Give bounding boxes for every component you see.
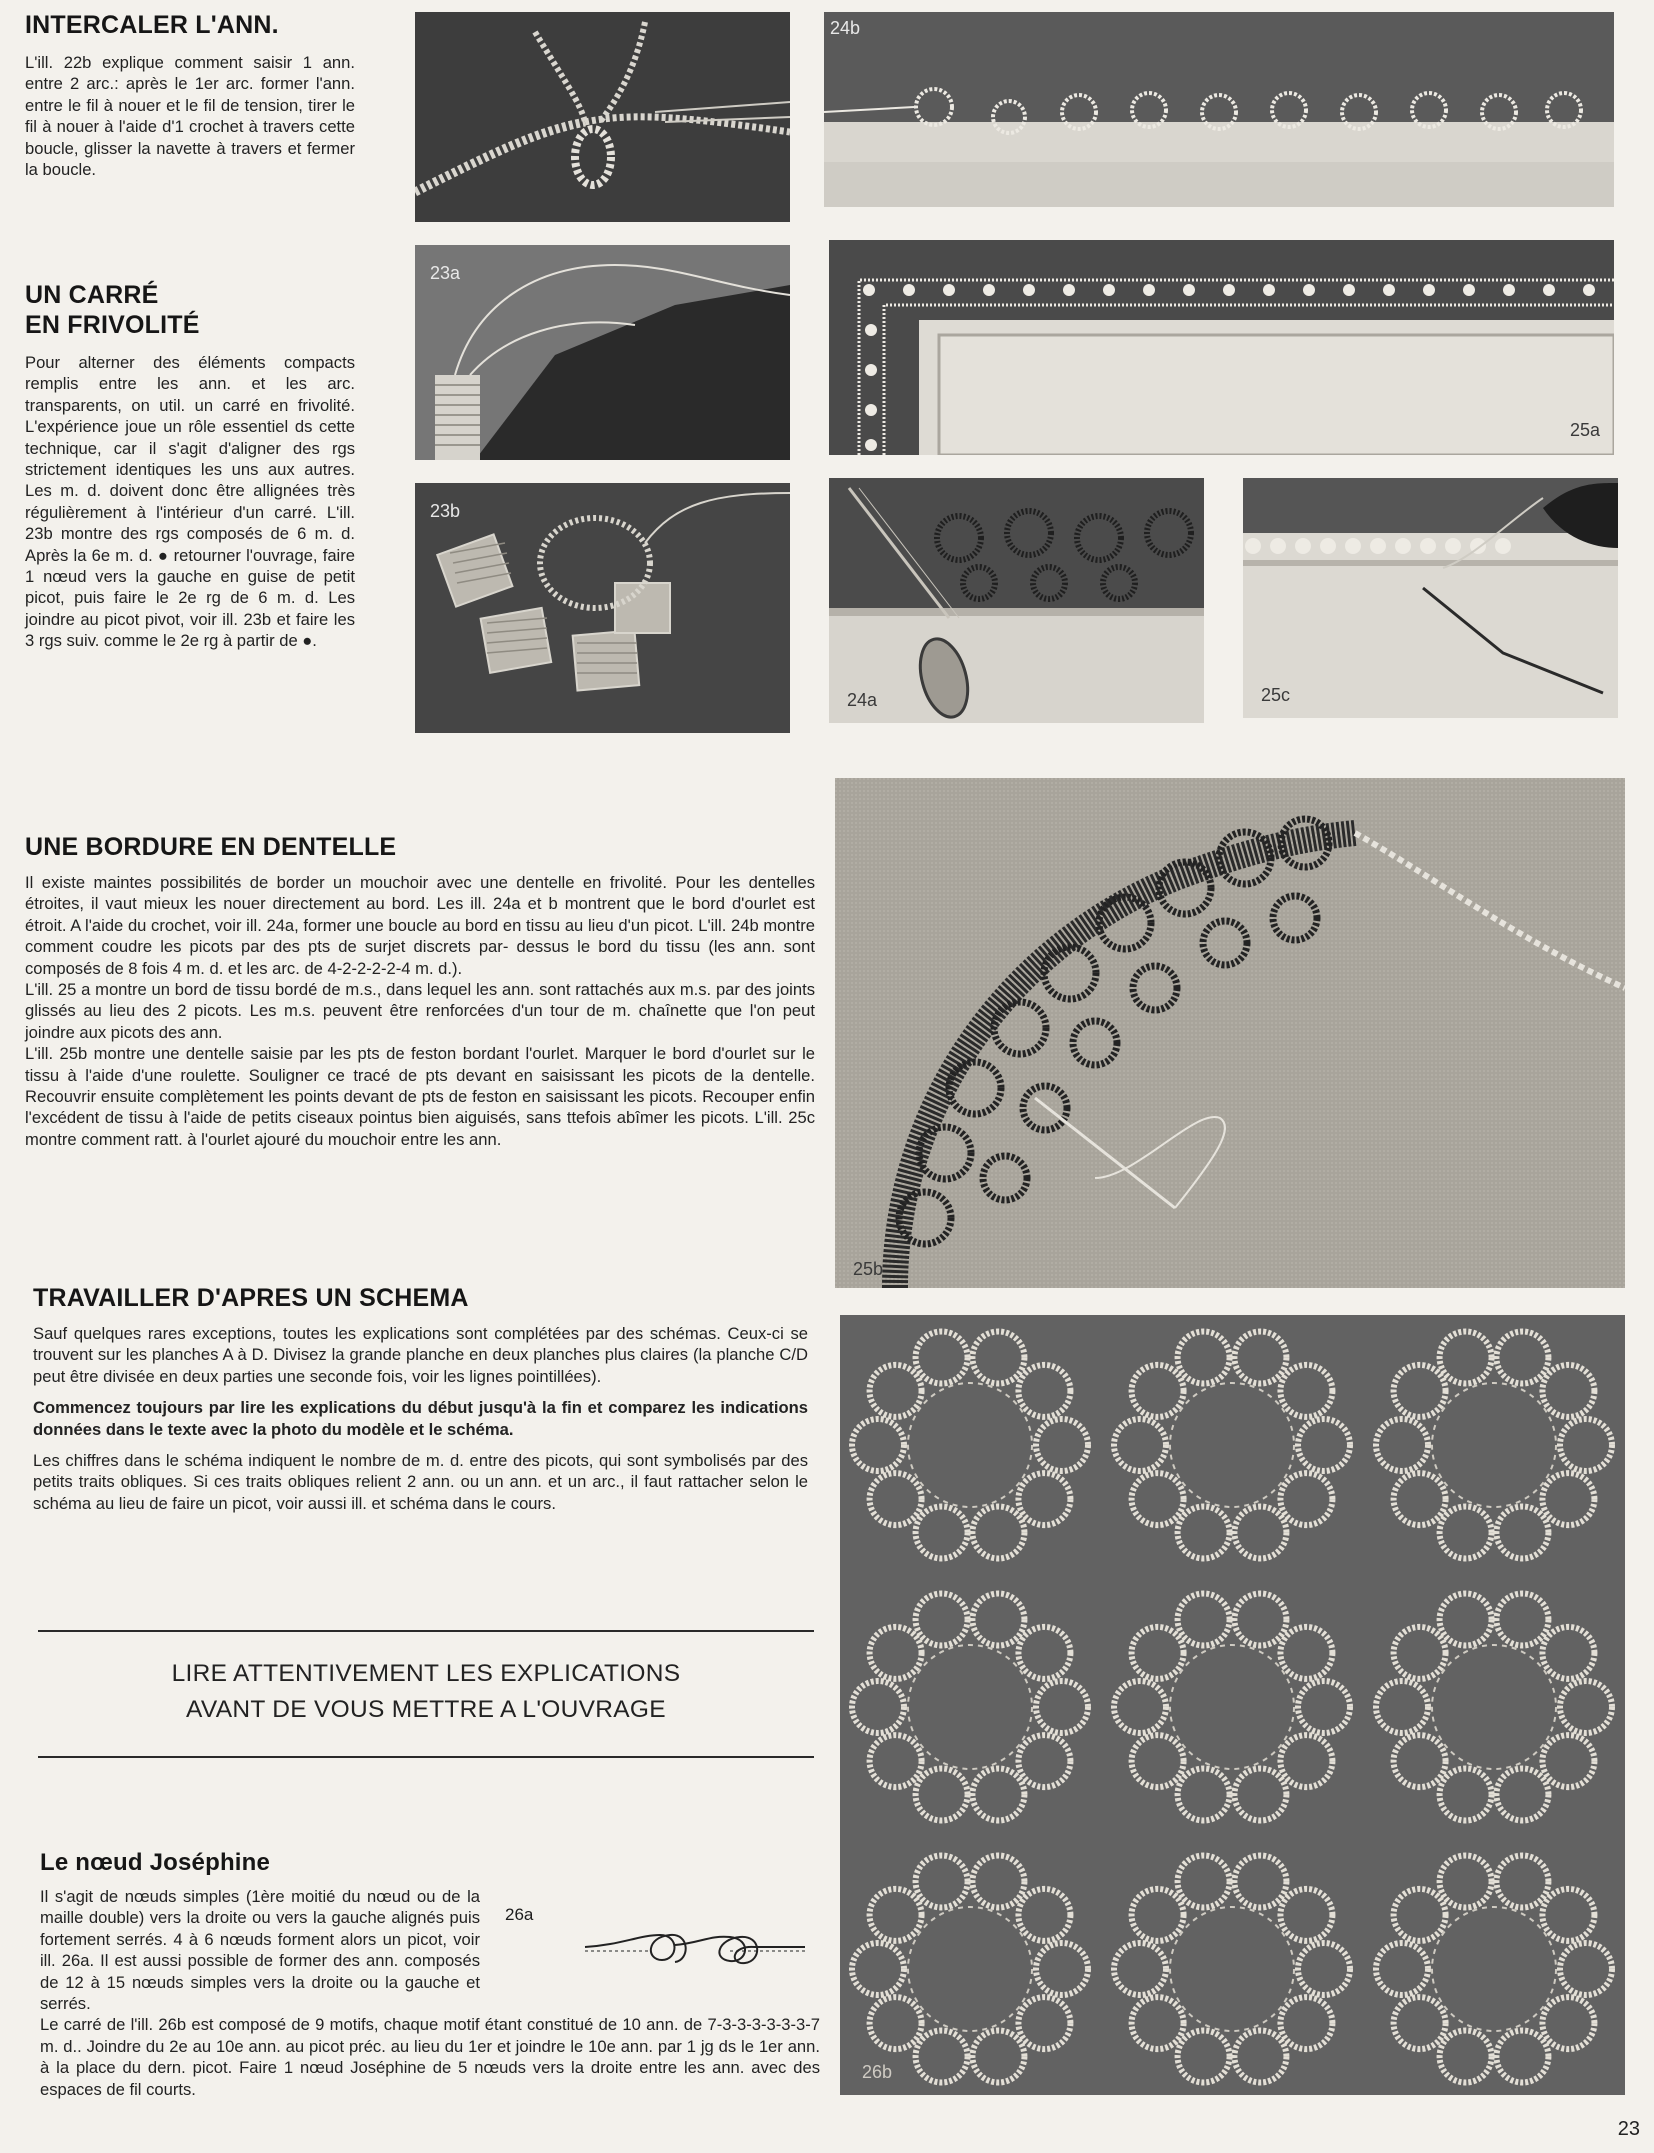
divider-top [38, 1630, 814, 1632]
text-schema-p3: Les chiffres dans le schéma indiquent le nombre de m. d. entre des picots, qui sont symbolisés par des petits traits obliques. Si ces traits obliques relient 2 ann. ou un ann. et un arc., il faut rattacher selon le schéma au lieu de faire un picot, voir aussi ill. et schéma dans le cours. [33, 1451, 808, 1513]
figure-26a-label: 26a [505, 1905, 534, 1924]
notice-line1: LIRE ATTENTIVEMENT LES EXPLICATIONS [171, 1660, 681, 1687]
photo-25c [1243, 478, 1618, 718]
text-carre: Pour alterner des éléments compacts remplis entre les ann. et les arc. transparents, on util. un carré en frivolité. L'expérience joue un rôle essentiel ds cette technique, car il s'agit d'aligner des rgs strictement identiques les uns aux autres. Les m. d. doivent donc être allignées très régulièrement à l'intérieur d'un carré. L'ill. 23b montre des rgs composés de 6 m. d. Après la 6e m. d. ● retourner l'ouvrage, faire 1 nœud vers la gauche en guise de petit picot, puis faire le 2e rg de 6 m. d. Les joindre au picot pivot, voir ill. 23b et faire les 3 rgs suiv. comme le 2e rg à partir de ●. [25, 353, 355, 651]
text-bordure-p3: L'ill. 25b montre une dentelle saisie par les pts de feston bordant l'ourlet. Marquer le bord d'ourlet sur le tissu à l'aide d'une roulette. Souligner ce tracé de pts devant en saisissant les picots de la dentelle. Recouvrir ensuite complètement les points devant de pts de feston en saisissant les picots. Recouper enfin l'excédent de tissu à l'aide de petits ciseaux pointus bien aiguisés, sans ttefois abîmer les picots. L'ill. 25c montre comment ratt. à l'ourlet ajouré du mouchoir entre les ann. [25, 1044, 815, 1149]
label-25b: 25b [853, 1259, 884, 1279]
text-intercaler: L'ill. 22b explique comment saisir 1 ann. entre 2 arc.: après le 1er arc. former l'ann. entre le fil à nouer et le fil de tension, tirer le fil à nouer à l'aide d'1 crochet à travers cette boucle, glisser la navette à travers et fermer la boucle. [25, 53, 355, 180]
label-23b: 23b [430, 501, 461, 521]
label-24a: 24a [847, 690, 878, 710]
label-26b: 26b [862, 2062, 893, 2082]
label-25c: 25c [1261, 685, 1291, 705]
section-bordure [25, 832, 815, 1150]
text-bordure-p2: L'ill. 25 a montre un bord de tissu bordé de m.s., dans lequel les ann. sont rattachés aux m.s. par des joints glissés au lieu des 2 picots. Les m.s. peuvent être renforcées d'un tour de m. chaînette que l'on peut joindre aux picots des ann. [25, 980, 815, 1042]
heading-schema: TRAVAILLER D'APRES UN SCHEMA [33, 1284, 469, 1312]
figure-26a-knot-drawing [580, 1905, 810, 1985]
divider-bottom [38, 1756, 814, 1758]
photo-25b [835, 778, 1625, 1288]
photo-23a [415, 245, 790, 460]
photo-22b [415, 12, 790, 222]
section-schema [33, 1283, 808, 1514]
heading-carre-line2: EN FRIVOLITÉ [25, 311, 200, 339]
photo-25a [829, 240, 1614, 455]
heading-intercaler: INTERCALER L'ANN. [25, 11, 279, 39]
notice-line2: AVANT DE VOUS METTRE A L'OUVRAGE [186, 1696, 666, 1723]
label-23a: 23a [430, 263, 461, 283]
label-25a: 25a [1569, 420, 1600, 440]
heading-josephine: Le nœud Joséphine [40, 1849, 271, 1876]
photo-24b [824, 12, 1614, 207]
page-number: 23 [1617, 2118, 1640, 2140]
section-carre [25, 280, 355, 652]
notice-box [38, 1656, 814, 1728]
heading-bordure: UNE BORDURE EN DENTELLE [25, 833, 397, 861]
section-intercaler [25, 10, 355, 180]
label-24b: 24b [830, 18, 861, 38]
photo-24a [829, 478, 1204, 723]
text-josephine-p1: Il s'agit de nœuds simples (1ère moitié du nœud ou de la maille double) vers la droite ou vers la gauche alignés puis fortement serrés. 4 à 6 nœuds forment alors un picot, voir ill. 26a. Il est aussi possible de former des ann. composés de 12 à 15 nœuds simples vers la droite ou la gauche et serrés. [40, 1887, 480, 2014]
photo-26b [840, 1315, 1625, 2095]
text-schema-p1: Sauf quelques rares exceptions, toutes les explications sont complétées par des schémas. Ceux-ci se trouvent sur les planches A à D. Divisez la grande planche en deux planches plus claires (la planche C/D peut être divisée en deux parties une seconde fois, voir les lignes pointillées). [33, 1324, 808, 1386]
text-schema-p2: Commencez toujours par lire les explications du début jusqu'à la fin et comparez les indications données dans le texte avec la photo du modèle et le schéma. [33, 1398, 808, 1439]
photo-23b [415, 483, 790, 733]
text-bordure-p1: Il existe maintes possibilités de border un mouchoir avec une dentelle en frivolité. Pour les dentelles étroites, il vaut mieux les nouer directement au bord. Les ill. 24a et b montrent que le bord d'ourlet est étroit. A l'aide du crochet, voir ill. 24a, former une boucle au bord en tissu au lieu d'un picot. L'ill. 24b montre comment coudre les picots par des pts de surjet discrets par- dessus le bord du tissu (les ann. sont composés de 8 fois 4 m. d. et les arc. de 4-2-2-2-2-4 m. d.). [25, 873, 815, 978]
heading-carre-line1: UN CARRÉ [25, 281, 159, 309]
text-josephine-p2: Le carré de l'ill. 26b est composé de 9 motifs, chaque motif étant constitué de 10 ann. de 7-3-3-3-3-3-3-7 m. d.. Joindre du 2e au 10e ann. au picot préc. au lieu du 1er et joindre le 10e ann. par 1 jg ds le 1er ann. à la place du dern. picot. Faire 1 nœud Joséphine de 5 nœuds vers la droite entre les ann. avec des espaces de fil courts. [40, 2015, 820, 2099]
